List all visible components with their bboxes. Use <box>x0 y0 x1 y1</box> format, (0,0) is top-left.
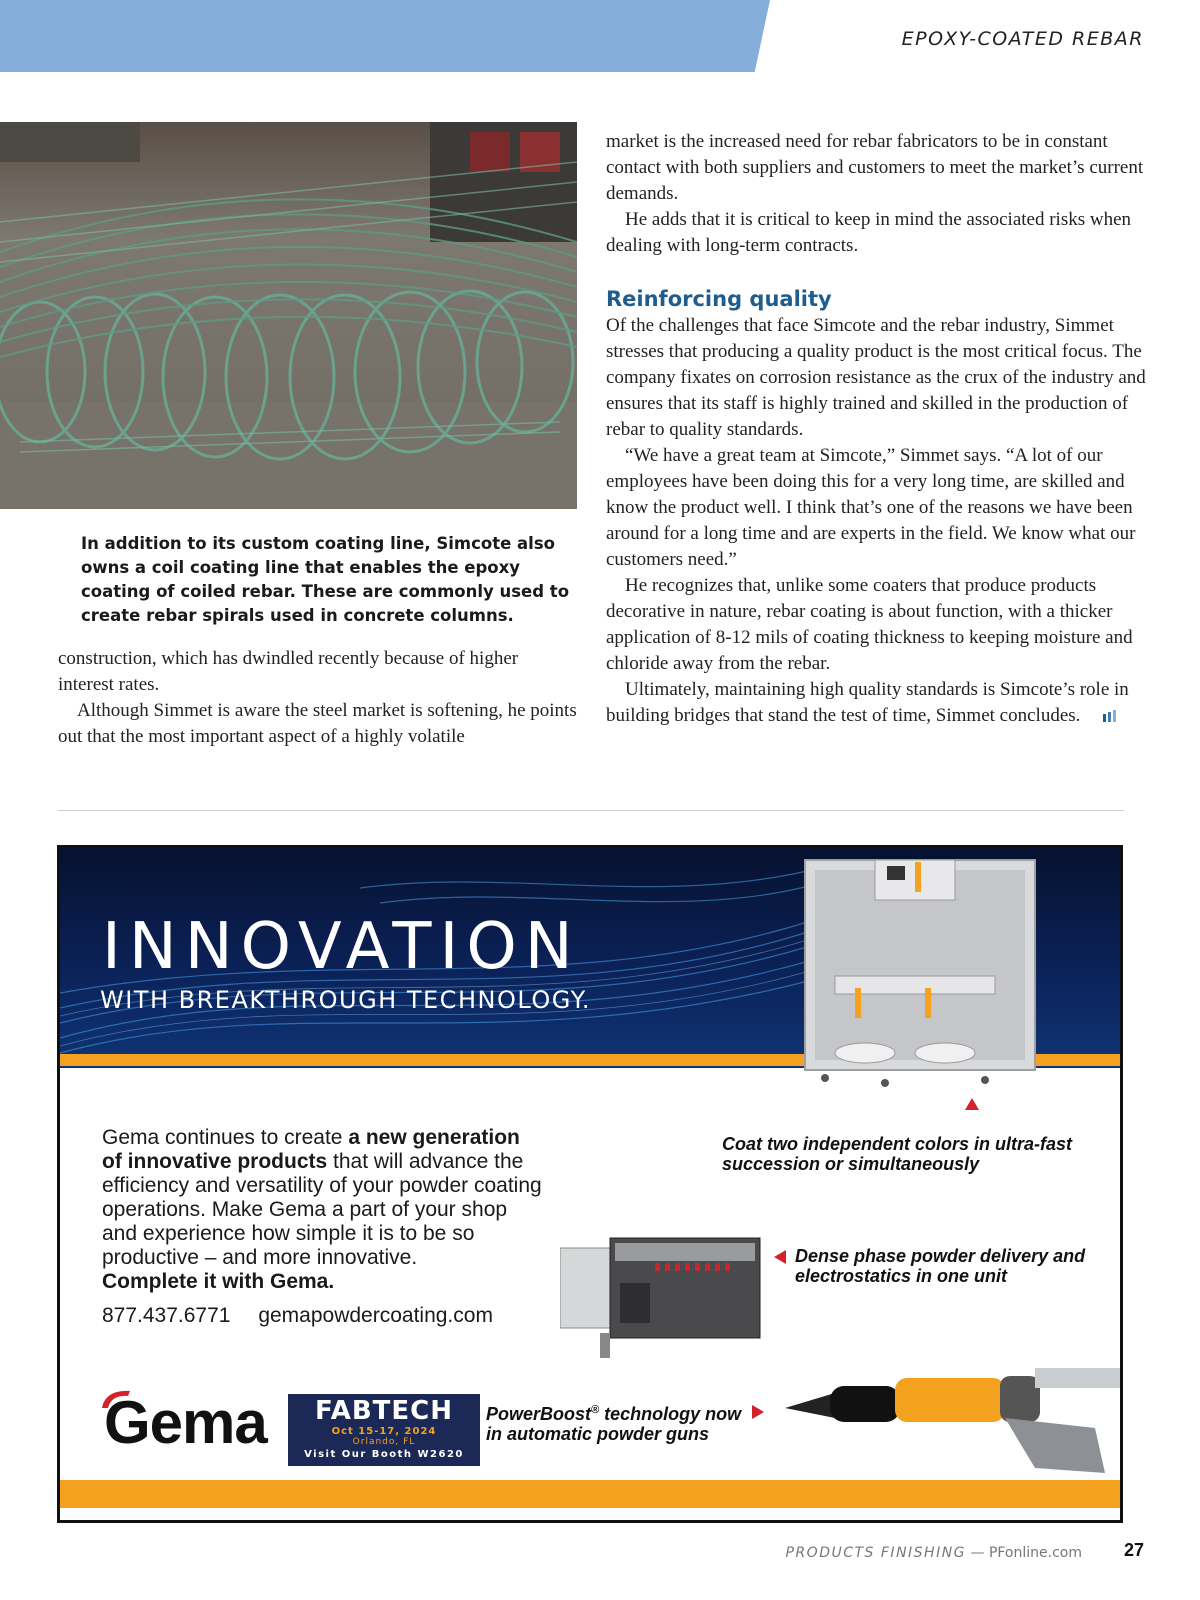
gun-callout-text: technology now in automatic powder guns <box>486 1404 742 1444</box>
left-column <box>58 646 578 750</box>
fabtech-location: Orlando, FL <box>352 1437 416 1447</box>
gema-logo: Gema <box>104 1389 267 1456</box>
section-subhead: Reinforcing quality <box>606 287 832 311</box>
closing-text: Ultimately, maintaining high quality standards is Simcote’s role in building bridges that stand the test of time, Simmet concludes. <box>606 679 1129 726</box>
ad-subheadline: WITH BREAKTHROUGH TECHNOLOGY. <box>100 986 592 1014</box>
gun-callout-brand: PowerBoost <box>486 1404 592 1424</box>
right-paragraph-5: He recognizes that, unlike some coaters that produce products decorative in nature, rebar coating is about function, with a thicker application of 8-12 mils of coating thickness to keeping moisture and chloride away from the rebar. <box>606 575 1133 674</box>
delivery-unit-image <box>560 1228 770 1363</box>
footer-site-link[interactable]: PFonline.com <box>988 1545 1082 1561</box>
section-label: EPOXY-COATED REBAR <box>901 28 1144 50</box>
fabtech-dates: Oct 15-17, 2024 <box>331 1426 437 1437</box>
ad-contact <box>102 1304 515 1328</box>
footer-publication: PRODUCTS FINISHING <box>785 1545 967 1561</box>
right-column <box>606 129 1146 730</box>
booth-callout-arrow <box>965 1098 979 1110</box>
delivery-callout: Dense phase powder delivery and electrostatics in one unit <box>795 1246 1086 1286</box>
ad-body-bold-2: Complete it with Gema. <box>102 1270 335 1293</box>
booth-callout: Coat two independent colors in ultra-fast succession or simultaneously <box>722 1134 1073 1174</box>
fabtech-badge[interactable] <box>288 1394 480 1466</box>
fabtech-booth: Visit Our Booth W2620 <box>304 1449 464 1460</box>
page-number: 27 <box>1123 1540 1144 1560</box>
footer-separator: — <box>966 1545 989 1561</box>
left-paragraph-1: construction, which has dwindled recently because of higher interest rates. <box>58 648 519 695</box>
ad-website-link[interactable]: gemapowdercoating.com <box>258 1304 493 1327</box>
divider-rule <box>58 810 1124 811</box>
gun-callout <box>486 1400 756 1444</box>
ad-body-part-2: that will advance the efficiency and versatility of your powder coating operations. Make Gema a part of your shop and experience how simple it is to be so productive – and more innovative. <box>102 1150 542 1269</box>
right-paragraph-4: “We have a great team at Simcote,” Simmet says. “A lot of our employees have been doing this for a very long time, are skilled and know the product well. I think that’s one of the reasons we have been around for a long time and are experts in the field. We know what our customers need.” <box>606 445 1136 570</box>
powder-gun-image <box>775 1348 1120 1478</box>
right-paragraph-1: market is the increased need for rebar fabricators to be in constant contact with both suppliers and customers to meet the market’s current demands. <box>606 131 1144 204</box>
right-paragraph-6 <box>606 677 1146 730</box>
delivery-callout-arrow <box>774 1250 786 1264</box>
page-footer <box>786 1545 1083 1561</box>
ad-phone[interactable]: 877.437.6771 <box>102 1304 231 1327</box>
ad-body-part-1: Gema continues to create <box>102 1126 349 1149</box>
gema-advertisement[interactable] <box>57 845 1123 1523</box>
gun-callout-registered: ® <box>591 1404 600 1416</box>
fabtech-title: FABTECH <box>314 1396 454 1426</box>
ad-body-bold-1: a new generation of innovative products <box>102 1126 520 1173</box>
ad-body-text <box>102 1126 542 1294</box>
right-paragraph-2: He adds that it is critical to keep in mind the associated risks when dealing with long-term contracts. <box>606 209 1132 256</box>
ad-orange-bar-bottom <box>60 1480 1120 1508</box>
end-of-article-icon <box>1084 704 1119 730</box>
left-paragraph-2: Although Simmet is aware the steel market is softening, he points out that the most important aspect of a highly volatile <box>58 700 577 747</box>
photo-caption: In addition to its custom coating line, Simcote also owns a coil coating line that enables the epoxy coating of coiled rebar. These are commonly used to create rebar spirals used in concrete columns. <box>81 534 570 625</box>
header-band <box>0 0 790 72</box>
rebar-coils-photo <box>0 122 577 509</box>
powder-booth-image <box>795 848 1055 1098</box>
ad-headline: INNOVATION <box>102 910 581 984</box>
right-paragraph-3: Of the challenges that face Simcote and the rebar industry, Simmet stresses that producing a quality product is the most critical focus. The company fixates on corrosion resistance as the crux of the industry and ensures that its staff is highly trained and skilled in the production of rebar to quality standards. <box>606 315 1146 440</box>
